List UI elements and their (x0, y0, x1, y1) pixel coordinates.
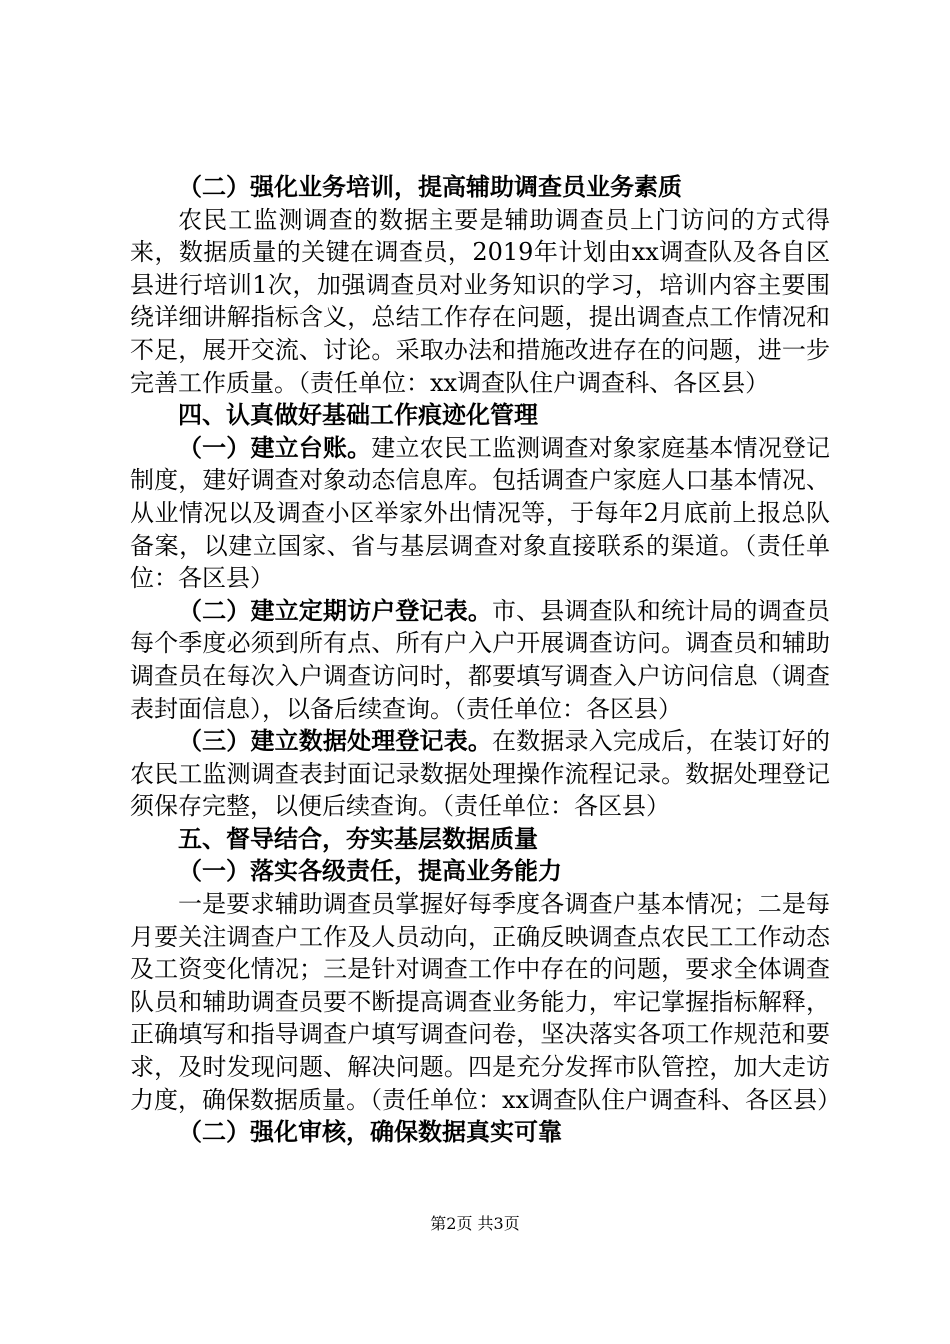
paragraph-responsibility: 一是要求辅助调查员掌握好每季度各调查户基本情况；二是每月要关注调查户工作及人员动向，正确反映调查点农民工工作动态及工资变化情况；三是针对调查工作中存在的问题，要求全体调查队员和辅助调查员要不断提高调查业务能力，牢记掌握指标解释，正确填写和指导调查户填写调查问卷，坚决落实各项工作规范和要求，及时发现问题、解决问题。四是充分发挥市队管控，加大走访力度，确保数据质量。（责任单位：xx调查队住户调查科、各区县） (130, 890, 842, 1114)
paragraph-data-register (130, 725, 830, 823)
paragraph-visit-register-lead: （二）建立定期访户登记表。 (178, 596, 492, 625)
paragraph-ledger (130, 432, 830, 595)
paragraph-training: 农民工监测调查的数据主要是辅助调查员上门访问的方式得来，数据质量的关键在调查员，2019年计划由xx调查队及各自区县进行培训1次，加强调查员对业务知识的学习，培训内容主要围绕详细讲解指标含义，总结工作存在问题，提出调查点工作情况和不足，展开交流、讨论。采取办法和措施改进存在的问题，进一步完善工作质量。（责任单位：xx调查队住户调查科、各区县） (130, 205, 830, 397)
paragraph-visit-register (130, 595, 830, 725)
paragraph-ledger-lead: （一）建立台账。 (178, 433, 372, 462)
paragraph-visit-register-text: 市、县调查队和统计局的调查员每个季度必须到所有点、所有户入户开展调查访问。调查员和辅助调查员在每次入户调查访问时，都要填写调查入户访问信息（调查表封面信息），以备后续查询。（责任单位：各区县） (130, 596, 830, 723)
section-heading-training: （二）强化业务培训，提高辅助调查员业务素质 (178, 173, 682, 201)
paragraph-data-register-lead: （三）建立数据处理登记表。 (178, 727, 492, 756)
section-heading-five: 五、督导结合，夯实基层数据质量 (178, 824, 538, 853)
subsection-heading-review: （二）强化审核，确保数据真实可靠 (178, 1118, 562, 1147)
subsection-heading-responsibility: （一）落实各级责任，提高业务能力 (178, 857, 562, 886)
paragraph-data-register-text: 在数据录入完成后，在装订好的农民工监测调查表封面记录数据处理操作流程记录。数据处理登记须保存完整，以便后续查询。（责任单位：各区县） (130, 727, 830, 821)
page-number-footer: 第2页 共3页 (430, 1214, 520, 1233)
section-heading-four: 四、认真做好基础工作痕迹化管理 (178, 401, 538, 430)
document-body (130, 171, 842, 1149)
paragraph-ledger-text: 建立农民工监测调查对象家庭基本情况登记制度，建好调查对象动态信息库。包括调查户家庭人口基本情况、从业情况以及调查小区举家外出情况等，于每年2月底前上报总队备案，以建立国家、省与基层调查对象直接联系的渠道。（责任单位：各区县） (130, 433, 831, 593)
